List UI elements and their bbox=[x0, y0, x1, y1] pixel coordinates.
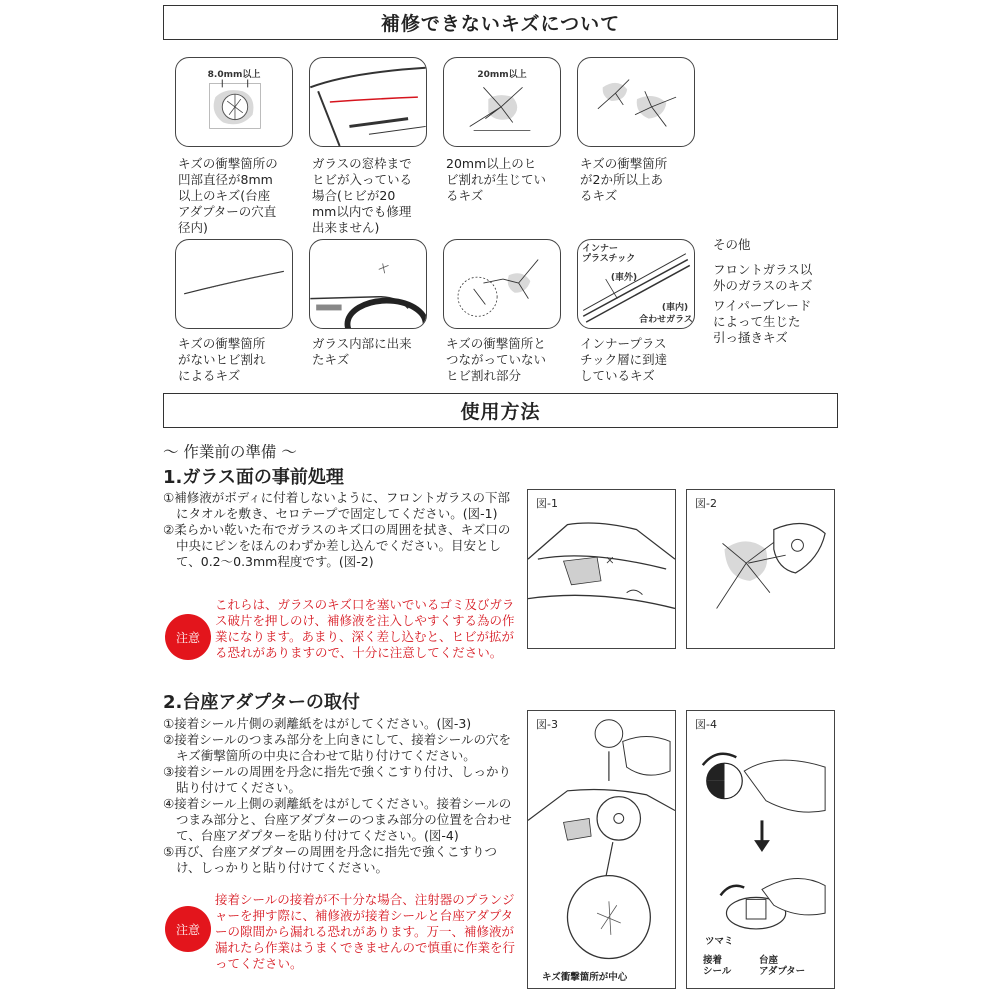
card-caption: 20mm以上のヒ ビ割れが生じてい るキズ bbox=[446, 156, 547, 203]
card-caption: キズの衝撃箇所 が2か所以上あ るキズ bbox=[580, 156, 668, 203]
caution-badge: 注意 bbox=[165, 906, 211, 952]
pin-insert-illustration bbox=[687, 490, 834, 648]
step1-instructions bbox=[163, 490, 513, 570]
inside-label: (車内) bbox=[661, 303, 689, 313]
long-crack-illustration bbox=[444, 58, 560, 146]
car-interior-illustration bbox=[310, 240, 426, 328]
card-long-crack bbox=[443, 57, 561, 147]
card-length-label: 20mm以上 bbox=[477, 70, 527, 80]
step2-caution-text: 接着シールの接着が不十分な場合、注射器のプランジャーを押す際に、補修液が接着シールと台座アダプターの隙間から漏れる恐れがあります。万一、補修液が漏れたら作業はうまくできませんので慎重に作業を行ってください。 bbox=[215, 892, 516, 971]
section-title-unrepairable: 補修できないキズについて bbox=[163, 5, 838, 40]
step1-title: 1.ガラス面の事前処理 bbox=[163, 467, 344, 488]
step2-item: ②接着シールのつまみ部分を上向きにして、接着シールの穴をキズ衝撃箇所の中央に合わせて貼り付けてください。 bbox=[163, 732, 511, 763]
seal-label: 接着 シール bbox=[703, 955, 732, 977]
card-caption: インナープラス チック層に到達 しているキズ bbox=[580, 336, 668, 383]
inner-plastic-label: インナー プラスチック bbox=[582, 244, 636, 264]
card-crack-no-impact bbox=[175, 239, 293, 329]
multiple-impacts-illustration bbox=[578, 58, 694, 146]
card-inner-damage bbox=[309, 239, 427, 329]
disconnected-crack-illustration bbox=[444, 240, 560, 328]
figure-3-label: 図-3 bbox=[536, 718, 558, 731]
card-crack-to-frame bbox=[309, 57, 427, 147]
figure-2-label: 図-2 bbox=[695, 497, 717, 510]
card-multiple-impacts bbox=[577, 57, 695, 147]
figure-1 bbox=[527, 489, 676, 649]
step1-item: ②柔らかい乾いた布でガラスのキズ口の周囲を拭き、キズ口の中央にピンをほんのわずか差し込んでください。目安として、0.2〜0.3mm程度です。(図-2) bbox=[163, 522, 511, 569]
step2-item: ⑤再び、台座アダプターの周囲を丹念に指先で強くこすりつけ、しっかりと貼り付けてください。 bbox=[163, 844, 497, 875]
card-large-impact bbox=[175, 57, 293, 147]
figure-4-label: 図-4 bbox=[695, 718, 717, 731]
laminated-glass-label: 合わせガラス bbox=[639, 315, 693, 325]
card-caption: キズの衝撃箇所の 凹部直径が8mm 以上のキズ(台座 アダプターの穴直 径内) bbox=[178, 156, 278, 235]
step2-instructions bbox=[163, 716, 513, 876]
large-impact-illustration bbox=[176, 58, 292, 146]
crack-line-illustration bbox=[176, 240, 292, 328]
others-item-wiper: ワイパーブレード によって生じた 引っ掻きキズ bbox=[713, 298, 812, 345]
card-disconnected-crack bbox=[443, 239, 561, 329]
card-caption: ガラスの窓枠まで ヒビが入っている 場合(ヒビが20 mm以内でも修理 出来ません) bbox=[312, 156, 413, 235]
figure-3 bbox=[527, 710, 676, 989]
outside-label: (車外) bbox=[610, 273, 638, 283]
step2-title: 2.台座アダプターの取付 bbox=[163, 692, 360, 713]
others-item-non-front: フロントガラス以 外のガラスのキズ bbox=[713, 262, 813, 293]
figure-2 bbox=[686, 489, 835, 649]
caution-badge: 注意 bbox=[165, 614, 211, 660]
step1-caution-text: これらは、ガラスのキズ口を塞いでいるゴミ及びガラス破片を押しのけ、補修液を注入しやすくする為の作業になります。あまり、深く差し込むと、ヒビが拡がる恐れがありますので、十分に注意してください。 bbox=[215, 597, 515, 660]
seal-placement-illustration bbox=[528, 711, 675, 988]
step2-item: ④接着シール上側の剥離紙をはがしてください。接着シールのつまみ部分と、台座アダプターのつまみ部分の位置を合わせて、台座アダプターを貼り付けてください。(図-4) bbox=[163, 796, 512, 843]
step1-item: ①補修液がボディに付着しないように、フロントガラスの下部にタオルを敷き、セロテープで固定してください。(図-1) bbox=[163, 490, 510, 521]
card-caption: キズの衝撃箇所と つながっていない ヒビ割れ部分 bbox=[446, 336, 547, 383]
section-title-usage: 使用方法 bbox=[163, 393, 838, 428]
figure-4 bbox=[686, 710, 835, 989]
figure-1-label: 図-1 bbox=[536, 497, 558, 510]
tsumami-label: ツマミ bbox=[705, 936, 734, 947]
others-heading: その他 bbox=[713, 237, 751, 252]
step2-item: ①接着シール片側の剥離紙をはがしてください。(図-3) bbox=[163, 716, 472, 731]
windshield-frame-illustration bbox=[310, 58, 426, 146]
step2-item: ③接着シールの周囲を丹念に指先で強くこすり付け、しっかり貼り付けてください。 bbox=[163, 764, 511, 795]
prep-heading: 〜 作業前の準備 〜 bbox=[163, 443, 297, 461]
card-dimension-label: 8.0mm以上 bbox=[207, 70, 261, 80]
card-caption: ガラス内部に出来 たキズ bbox=[312, 336, 412, 367]
figure-3-caption: キズ衝撃箇所が中心 bbox=[542, 972, 628, 983]
car-towel-illustration bbox=[528, 490, 675, 648]
adapter-label: 台座 アダプター bbox=[759, 955, 806, 977]
card-inner-plastic-layer bbox=[577, 239, 695, 329]
card-caption: キズの衝撃箇所 がないヒビ割れ によるキズ bbox=[178, 336, 266, 383]
